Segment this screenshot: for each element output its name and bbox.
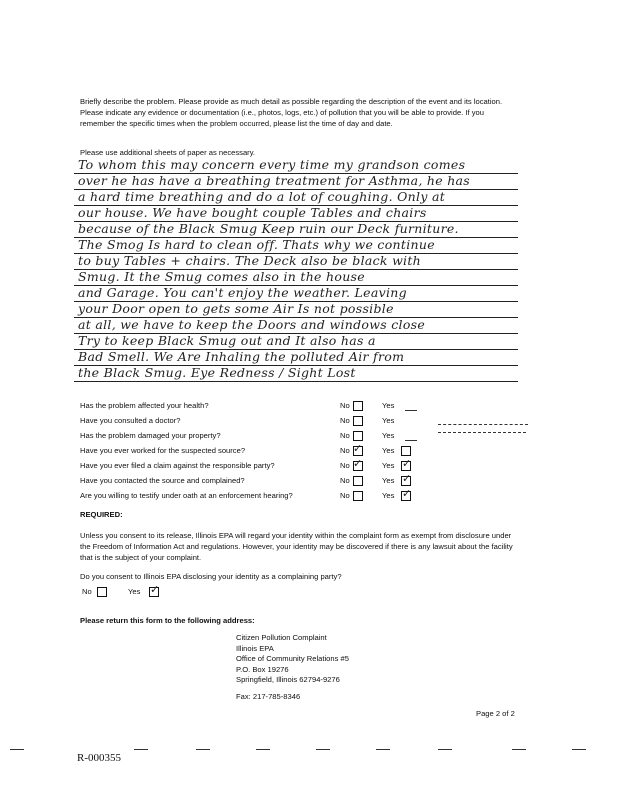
handwriting-line: The Smog Is hard to clean off. Thats why we continue bbox=[78, 237, 435, 252]
question-property: Has the problem damaged your property? bbox=[80, 431, 221, 440]
handwriting-line: Smug. It the Smug comes also in the house bbox=[78, 269, 365, 284]
handwriting-line: and Garage. You can't enjoy the weather. Leaving bbox=[78, 285, 407, 300]
consent-no-checkbox[interactable] bbox=[97, 587, 107, 597]
question-row bbox=[80, 416, 440, 428]
footer-mark bbox=[134, 749, 148, 750]
question-row bbox=[80, 457, 440, 473]
handwriting-line: because of the Black Smug Keep ruin our Deck furniture. bbox=[78, 221, 459, 236]
question-row bbox=[80, 487, 440, 503]
address-line: Office of Community Relations #5 bbox=[236, 654, 349, 664]
yes-label: Yes bbox=[382, 401, 395, 410]
additional-sheets-note: Please use additional sheets of paper as necessary. bbox=[80, 148, 256, 157]
footer-mark bbox=[572, 749, 586, 750]
consent-yes-label: Yes bbox=[128, 587, 141, 596]
pen-stroke bbox=[405, 440, 417, 441]
handwriting-line: Bad Smell. We Are Inhaling the polluted Air from bbox=[78, 349, 405, 364]
no-checkbox[interactable] bbox=[353, 431, 363, 441]
no-checkbox[interactable] bbox=[353, 476, 363, 486]
question-testify: Are you willing to testify under oath at an enforcement hearing? bbox=[80, 491, 293, 500]
question-row bbox=[80, 431, 440, 443]
handwriting-line: a hard time breathing and do a lot of coughing. Only at bbox=[78, 189, 446, 204]
no-label: No bbox=[340, 461, 350, 470]
handwriting-line: to buy Tables + chairs. The Deck also be black with bbox=[78, 253, 422, 268]
no-label: No bbox=[340, 491, 350, 500]
yes-label: Yes bbox=[382, 416, 395, 425]
identity-disclosure-text: Unless you consent to its release, Illinois EPA will regard your identity within the complaint form as exempt from disclosure under the Freedom of Information Act and regulations. However, your identity may be discovered if there is any lawsuit about the facility that is the subject of your complaint. bbox=[80, 531, 513, 562]
no-label: No bbox=[340, 416, 350, 425]
footer-mark bbox=[196, 749, 210, 750]
question-row bbox=[80, 442, 440, 458]
handwriting-line: Try to keep Black Smug out and It also has a bbox=[78, 333, 376, 348]
no-checkbox[interactable] bbox=[353, 491, 363, 501]
fax-number: Fax: 217-785-8346 bbox=[236, 692, 301, 701]
address-line: Illinois EPA bbox=[236, 643, 274, 653]
yes-label: Yes bbox=[382, 461, 395, 470]
handwriting-line: your Door open to gets some Air Is not possible bbox=[78, 301, 394, 316]
consent-no-label: No bbox=[82, 587, 92, 596]
yes-checkmark: ✓ bbox=[402, 472, 412, 485]
no-checkmark: ✓ bbox=[353, 457, 363, 470]
address-line: Springfield, Illinois 62794-9276 bbox=[236, 675, 340, 685]
yes-checkmark: ✓ bbox=[402, 487, 412, 500]
pen-stroke bbox=[438, 432, 526, 433]
footer-mark bbox=[316, 749, 330, 750]
footer-mark bbox=[376, 749, 390, 750]
no-checkbox[interactable] bbox=[353, 401, 363, 411]
no-label: No bbox=[340, 401, 350, 410]
handwriting-line: To whom this may concern every time my grandson comes bbox=[78, 157, 466, 172]
no-label: No bbox=[340, 431, 350, 440]
document-id: R-000355 bbox=[77, 752, 121, 764]
handwriting-line: over he has have a breathing treatment for Asthma, he has bbox=[78, 173, 471, 188]
handwriting-line: at all, we have to keep the Doors and windows close bbox=[78, 317, 426, 332]
no-checkmark: ✓ bbox=[353, 442, 363, 455]
intro-instructions: Briefly describe the problem. Please provide as much detail as possible regarding the description of the event and its location. Please indicate any evidence or documentation (i.e., photos, logs, etc.) of pollution that you will be able to provide. If you remember the specific times when the problem occurred, please list the time of day and date. bbox=[80, 97, 503, 128]
consent-yes-checkmark: ✓ bbox=[150, 583, 160, 596]
question-row bbox=[80, 401, 440, 413]
question-health: Has the problem affected your health? bbox=[80, 401, 209, 410]
return-heading: Please return this form to the following address: bbox=[80, 616, 255, 625]
no-label: No bbox=[340, 446, 350, 455]
handwriting-line: our house. We have bought couple Tables and chairs bbox=[78, 205, 427, 220]
footer-mark bbox=[512, 749, 526, 750]
pen-stroke bbox=[438, 424, 528, 425]
yes-label: Yes bbox=[382, 431, 395, 440]
page-number: Page 2 of 2 bbox=[476, 709, 515, 718]
footer-mark bbox=[256, 749, 270, 750]
question-contacted-source: Have you contacted the source and complained? bbox=[80, 476, 245, 485]
consent-question: Do you consent to Illinois EPA disclosing your identity as a complaining party? bbox=[80, 572, 342, 581]
yes-checkmark: ✓ bbox=[402, 457, 412, 470]
address-line: P.O. Box 19276 bbox=[236, 664, 289, 674]
mailing-address bbox=[236, 633, 349, 686]
question-worked-source: Have you ever worked for the suspected source? bbox=[80, 446, 246, 455]
handwritten-description bbox=[74, 157, 522, 390]
question-doctor: Have you consulted a doctor? bbox=[80, 416, 181, 425]
yes-label: Yes bbox=[382, 446, 395, 455]
required-heading: REQUIRED: bbox=[80, 510, 123, 519]
no-checkbox[interactable] bbox=[353, 416, 363, 426]
question-filed-claim: Have you ever filed a claim against the responsible party? bbox=[80, 461, 275, 470]
handwriting-line: the Black Smug. Eye Redness / Sight Lost bbox=[78, 365, 356, 380]
yes-label: Yes bbox=[382, 491, 395, 500]
footer-mark bbox=[10, 749, 24, 750]
no-label: No bbox=[340, 476, 350, 485]
yes-checkbox[interactable] bbox=[401, 446, 411, 456]
pen-stroke bbox=[405, 410, 417, 411]
question-row bbox=[80, 472, 440, 488]
yes-label: Yes bbox=[382, 476, 395, 485]
address-line: Citizen Pollution Complaint bbox=[236, 633, 327, 642]
footer-mark bbox=[438, 749, 452, 750]
